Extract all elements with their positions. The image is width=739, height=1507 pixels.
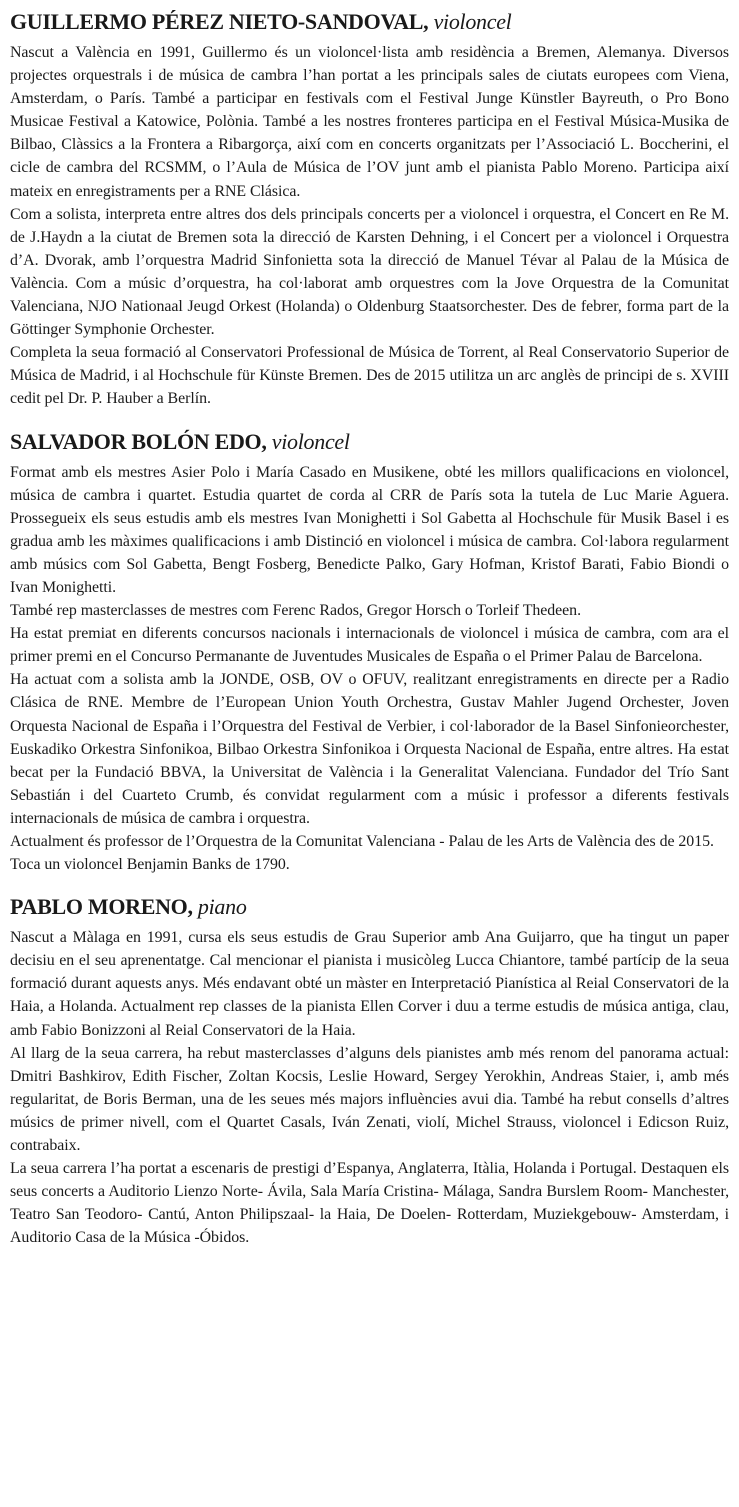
bio-paragraph: Com a solista, interpreta entre altres dos dels principals concerts per a violoncel i orquestra, el Concert en Re M. de J.Haydn a la ciutat de Bremen sota la direcció de Karsten Dehning, i el Concert per a violoncel i Orquestra d’A. Dvorak, amb l’orquestra Madrid Sinfonietta sota la direcció de Manuel Tévar al Palau de la Música de València. Com a músic d’orquestra, ha col·laborat amb orquestres com la Jove Orquestra de la Comunitat Valenciana, NJO Nationaal Jeugd Orkest (Holanda) o Oldenburg Staatsorchester. Des de febrer, forma part de la Göttinger Symphonie Orchester. <box>10 205 729 339</box>
bio-paragraph: Nascut a Màlaga en 1991, cursa els seus estudis de Grau Superior amb Ana Guijarro, que ha tingut un paper decisiu en el seu aprenentatge. Cal mencionar el pianista i musicòleg Lucca Chiantore, també partícip de la seua formació durant aquests anys. Més endavant obté un màster en Interpretació Pianística al Reial Conservatori de la Haia, a Holanda. Actualment rep classes de la pianista Ellen Corver i duu a terme estudis de música antiga, clau, amb Fabio Bonizzoni al Reial Conservatori de la Haia. <box>10 929 729 1039</box>
bio-heading <box>10 8 729 35</box>
bio-guillermo <box>10 8 729 411</box>
bio-paragraph: Format amb els mestres Asier Polo i María Casado en Musikene, obté les millors qualificacions en violoncel, música de cambra i quartet. Estudia quartet de corda al CRR de París sota la tutela de Luc Marie Aguera. Prossegueix els seus estudis amb els mestres Ivan Monighetti i Sol Gabetta al Hochschule für Musik Basel i es gradua amb les màximes qualificacions i amb Distinció en violoncel i música de cambra. Col·labora regularment amb músics com Sol Gabetta, Bengt Fosberg, Benedicte Palko, Gary Hofman, Kristof Barati, Fabio Biondi o Ivan Monighetti. <box>10 463 729 596</box>
bio-paragraph: La seua carrera l’ha portat a escenaris de prestigi d’Espanya, Anglaterra, Itàlia, Holanda i Portugal. Destaquen els seus concerts a Auditorio Lienzo Norte- Ávila, Sala María Cristina- Málaga, Sandra Burslem Room- Manchester, Teatro San Teodoro- Cantú, Anton Philipszaal- la Haia, De Doelen- Rotterdam, Muziekgebouw- Amsterdam, i Auditorio Casa de la Música -Óbidos. <box>10 1160 729 1247</box>
bio-paragraph: Toca un violoncel Benjamin Banks de 1790. <box>10 856 290 874</box>
bio-paragraph: Ha actuat com a solista amb la JONDE, OSB, OV o OFUV, realitzant enregistraments en directe per a Radio Clásica de RNE. Membre de l’European Union Youth Orchestra, Gustav Mahler Jugend Orchester, Joven Orquesta Nacional de España i l’Orquestra del Festival de Verbier, i col·laborador de la Basel Sinfonieorchester, Euskadiko Orkestra Sinfonikoa, Bilbao Orkestra Sinfonikoa i Orquesta Nacional de España, entre altres. Ha estat becat per la Fundació BBVA, la Universitat de València i la Generalitat Valenciana. Fundador del Trío Sant Sebastián i del Cuarteto Crumb, és convidat regularment com a músic i professor a diferents festivals internacionals de música de cambra i orquestra. <box>10 671 729 827</box>
bio-paragraph: Completa la seua formació al Conservatori Professional de Música de Torrent, al Real Conservatorio Superior de Música de Madrid, i al Hochschule für Künste Bremen. Des de 2015 utilitza un arc anglès de principi de s. XVIII cedit pel Dr. P. Hauber a Berlín. <box>10 344 729 408</box>
instrument-label: violoncel <box>433 9 512 34</box>
bio-paragraph: Al llarg de la seua carrera, ha rebut masterclasses d’alguns dels pianistes amb més renom del panorama actual: Dmitri Bashkirov, Edith Fischer, Zoltan Kocsis, Leslie Howard, Sergey Yerokhin, Andreas Staier, i, amb més regularitat, de Boris Berman, una de les seues més majors influències avui dia. També ha rebut consells d’altres músics de primer nivell, com el Quartet Casals, Iván Zenati, violí, Michel Strauss, violoncel i Edicson Ruiz, contrabaix. <box>10 1044 729 1155</box>
bio-paragraph: També rep masterclasses de mestres com Ferenc Rados, Gregor Horsch o Torleif Thedeen. <box>10 602 581 620</box>
bio-heading <box>10 893 729 920</box>
bio-salvador <box>10 428 729 877</box>
bio-paragraph: Actualment és professor de l’Orquestra de la Comunitat Valenciana - Palau de les Arts de València des de 2015. <box>10 833 714 850</box>
instrument-label: piano <box>197 894 247 920</box>
bio-heading <box>10 428 729 455</box>
instrument-label: violoncel <box>271 428 350 454</box>
musician-name: GUILLERMO PÉREZ NIETO-SANDOVAL, <box>10 9 429 34</box>
musician-name: SALVADOR BOLÓN EDO, <box>10 428 267 454</box>
bio-paragraph: Ha estat premiat en diferents concursos nacionals i internacionals de violoncel i música de cambra, com ara el primer premi en el Concurso Permanante de Juventudes Musicales de España o el Primer Palau de Barcelona. <box>10 625 729 666</box>
musician-name: PABLO MORENO, <box>10 894 193 920</box>
bio-pablo <box>10 893 729 1249</box>
bio-paragraph: Nascut a València en 1991, Guillermo és un violoncel·lista amb residència a Bremen, Alemanya. Diversos projectes orquestrals i de música de cambra l’han portat a les principals sales de ciutats europees com Viena, Amsterdam, o París. També a participar en festivals com el Festival Junge Künstler Bayreuth, o Pro Bono Musicae Festival a Katowice, Polònia. També a les nostres fronteres participa en el Festival Música-Musika de Bilbao, Clàssics a la Frontera a Ribargorça, així com en concerts organitzats per l’Associació L. Boccherini, el cicle de cambra del RCSMM, o l’Aula de Música de l’OV junt amb el pianista Pablo Moreno. Participa així mateix en enregistraments per a RNE Clásica. <box>10 44 729 200</box>
